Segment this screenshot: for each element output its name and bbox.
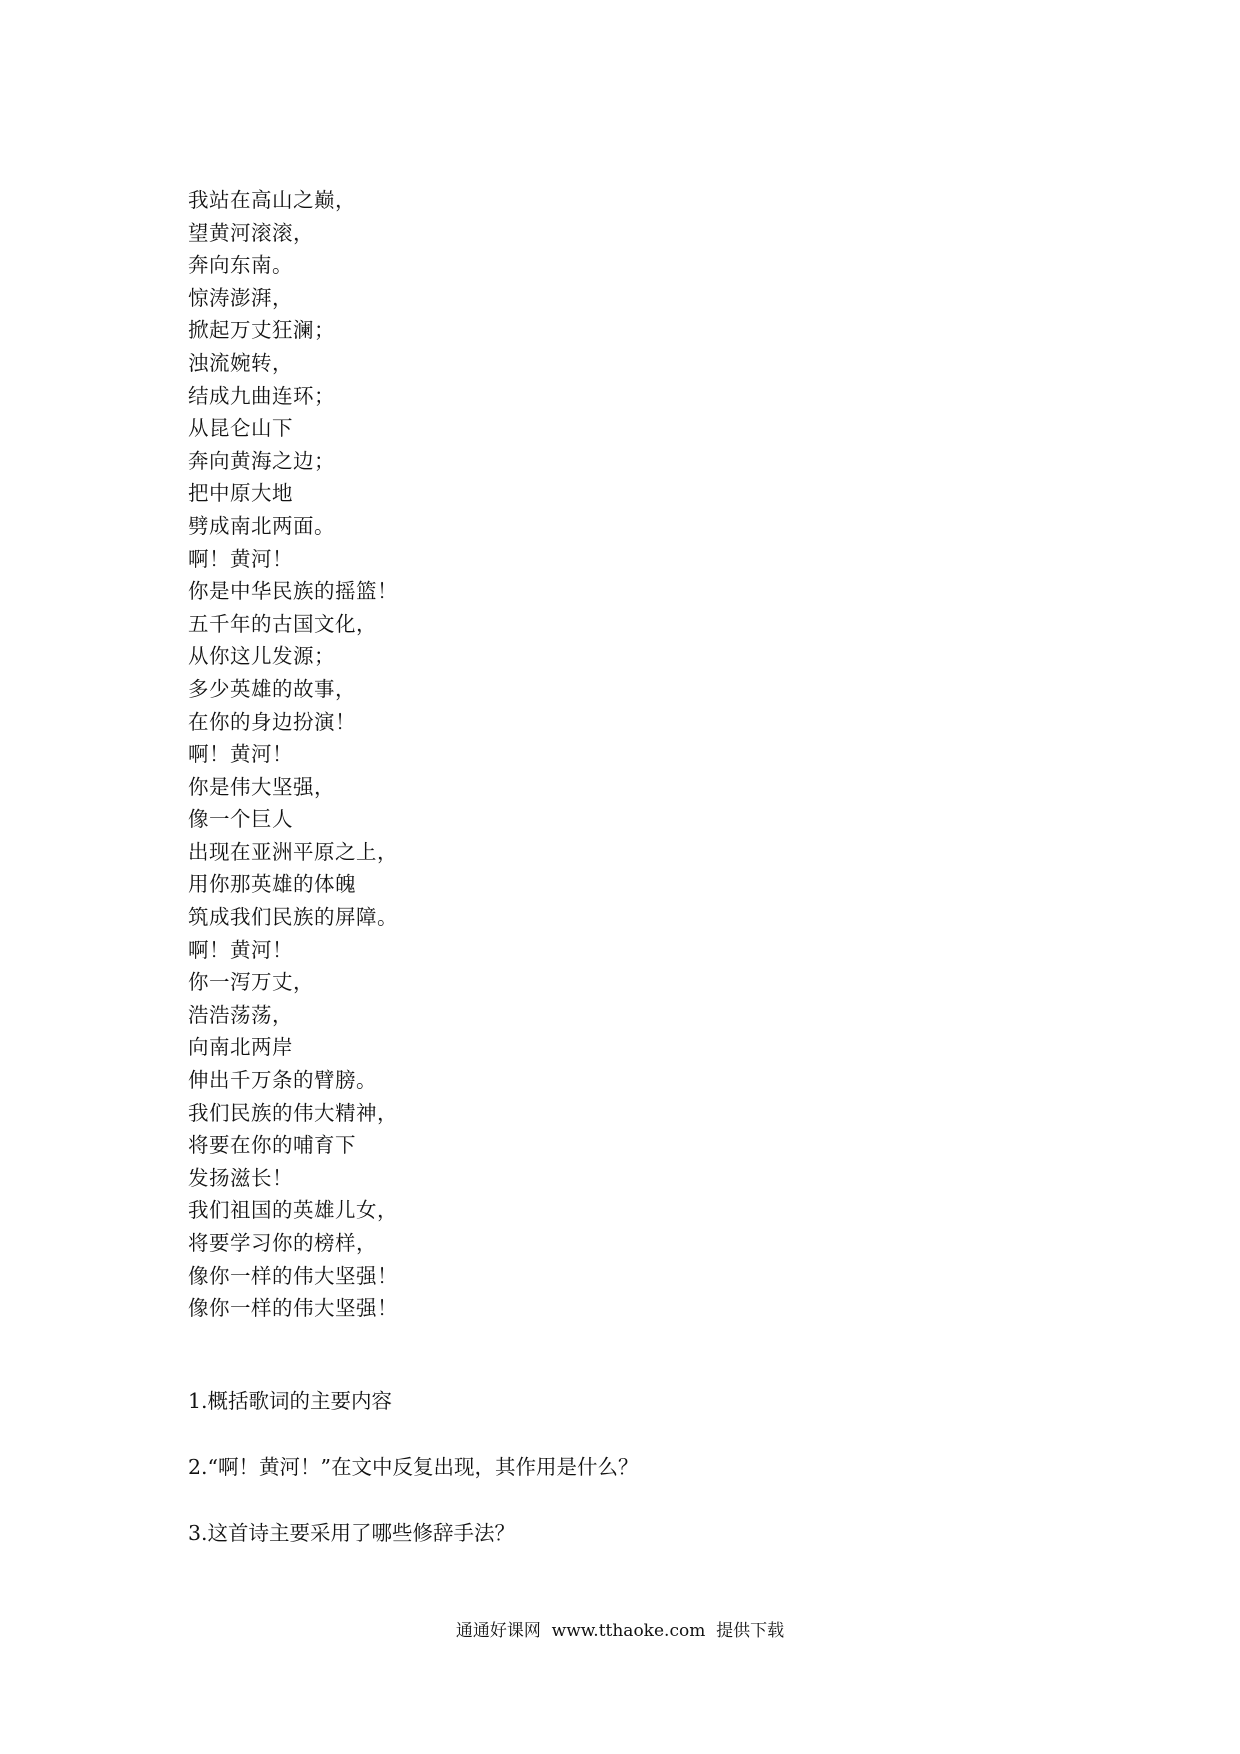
poem-line: 结成九曲连环； bbox=[188, 383, 335, 408]
poem-line: 奔向东南。 bbox=[188, 253, 293, 278]
poem-line: 啊！黄河！ bbox=[188, 546, 293, 571]
poem-line: 筑成我们民族的屏障。 bbox=[188, 905, 398, 930]
footer-url[interactable]: www.tthaoke.com bbox=[551, 1621, 706, 1641]
poem-line: 发扬滋长！ bbox=[188, 1165, 293, 1190]
question-3: 3.这首诗主要采用了哪些修辞手法？ bbox=[188, 1521, 516, 1545]
poem-line: 将要学习你的榜样， bbox=[188, 1231, 377, 1255]
poem-line: 五千年的古国文化， bbox=[188, 611, 377, 636]
poem-line: 将要在你的哺育下 bbox=[188, 1133, 356, 1158]
poem-line: 像你一样的伟大坚强！ bbox=[188, 1296, 398, 1321]
poem-line: 多少英雄的故事， bbox=[188, 676, 356, 701]
footer-site-name: 通通好课网 bbox=[455, 1621, 541, 1641]
poem-line: 望黄河滚滚， bbox=[188, 220, 314, 245]
question-2: 2.“啊！黄河！”在文中反复出现，其作用是什么？ bbox=[188, 1455, 639, 1479]
poem-body bbox=[188, 184, 888, 1325]
poem-line: 劈成南北两面。 bbox=[188, 513, 335, 538]
poem-line: 从昆仑山下 bbox=[188, 416, 293, 441]
poem-line: 用你那英雄的体魄 bbox=[188, 872, 356, 897]
poem-line: 你是伟大坚强， bbox=[188, 774, 335, 799]
poem-line: 像你一样的伟大坚强！ bbox=[188, 1263, 398, 1288]
poem-line: 伸出千万条的臂膀。 bbox=[188, 1068, 377, 1093]
poem-line: 把中原大地 bbox=[188, 481, 293, 506]
poem-line: 惊涛澎湃， bbox=[188, 285, 293, 310]
poem-line: 在你的身边扮演！ bbox=[188, 709, 356, 734]
poem-line: 我站在高山之巅， bbox=[188, 188, 356, 212]
poem-line: 从你这儿发源； bbox=[188, 644, 335, 669]
poem-line: 你是中华民族的摇篮！ bbox=[188, 579, 398, 604]
poem-line: 我们民族的伟大精神， bbox=[188, 1100, 398, 1125]
page-footer bbox=[0, 1619, 1240, 1643]
poem-line: 你一泻万丈， bbox=[188, 970, 314, 995]
question-1: 1.概括歌词的主要内容 bbox=[188, 1389, 393, 1413]
poem-line: 像一个巨人 bbox=[188, 807, 293, 832]
poem-line: 出现在亚洲平原之上， bbox=[188, 839, 398, 864]
poem-line: 掀起万丈狂澜； bbox=[188, 318, 335, 343]
poem-line: 我们祖国的英雄儿女， bbox=[188, 1198, 398, 1223]
poem-line: 啊！黄河！ bbox=[188, 742, 293, 767]
footer-suffix: 提供下载 bbox=[716, 1621, 785, 1641]
poem-line: 向南北两岸 bbox=[188, 1035, 293, 1060]
poem-line: 奔向黄海之边； bbox=[188, 448, 335, 473]
poem-line: 浩浩荡荡， bbox=[188, 1002, 293, 1027]
poem-line: 啊！黄河！ bbox=[188, 937, 293, 962]
poem-line: 浊流婉转， bbox=[188, 350, 293, 375]
